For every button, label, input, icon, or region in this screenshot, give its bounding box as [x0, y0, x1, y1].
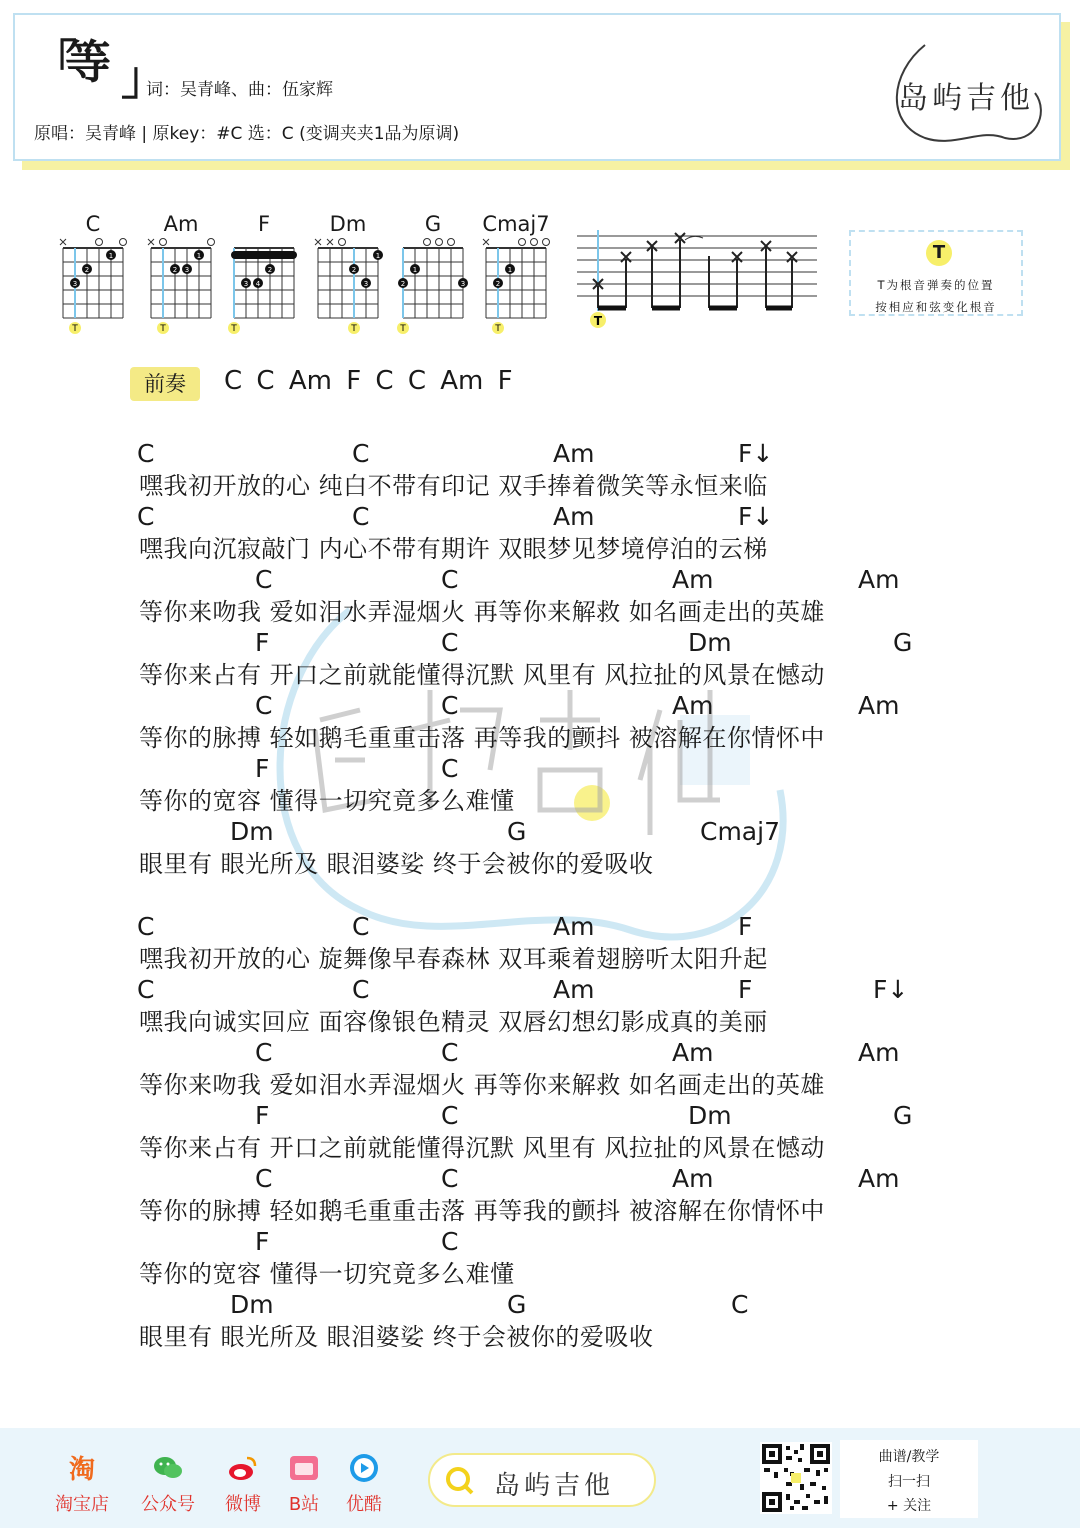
- chord-fretboard: [313, 236, 383, 334]
- chord-label: C: [731, 1290, 749, 1319]
- lyric-line: 等你来吻我 爱如泪水弄湿烟火 再等你来解救 如名画走出的英雄: [139, 598, 825, 626]
- chord-label: Am: [553, 502, 595, 531]
- chord-label: Dm: [688, 628, 732, 657]
- chord-label: F: [255, 1101, 270, 1130]
- chord-label: C: [137, 975, 155, 1004]
- chord-label: C: [255, 1164, 273, 1193]
- chord-fretboard: [146, 236, 216, 334]
- chord-label: F: [255, 1227, 270, 1256]
- chord-label: Cmaj7: [700, 817, 780, 846]
- strum-pattern-graphic: [577, 226, 817, 336]
- svg-text:4: 4: [255, 280, 261, 288]
- chord-label: C: [255, 565, 273, 594]
- chord-label: Am: [858, 565, 900, 594]
- svg-text:3: 3: [243, 280, 249, 288]
- chord-diagram-f: [229, 212, 299, 334]
- title-bracket-open: 「: [31, 35, 77, 89]
- chord-label: Am: [553, 975, 595, 1004]
- chord-label: C: [441, 628, 459, 657]
- chord-label: Am: [672, 1038, 714, 1067]
- chord-diagram-name: Cmaj7: [482, 212, 550, 236]
- chord-label: F: [738, 912, 753, 941]
- chord-diagram-cmaj7: [481, 212, 551, 334]
- chord-fretboard: [398, 236, 468, 334]
- svg-text:3: 3: [460, 280, 466, 288]
- lyric-line: 等你的脉搏 轻如鹅毛重重击落 再等我的颤抖 被溶解在你情怀中: [139, 1197, 825, 1225]
- chord-label: Am: [672, 691, 714, 720]
- lyric-line: 嘿我向诚实回应 面容像银色精灵 双唇幻想幻影成真的美丽: [139, 1008, 768, 1036]
- strum-root-label: T: [593, 314, 603, 328]
- chord-label: F: [738, 975, 753, 1004]
- social-wechat[interactable]: [136, 1452, 200, 1516]
- chord-label: C: [441, 754, 459, 783]
- social-youku[interactable]: [332, 1452, 396, 1516]
- chord-label: C: [255, 691, 273, 720]
- chord-diagram-g: [398, 212, 468, 334]
- social-label: B站: [288, 1494, 320, 1515]
- svg-text:2: 2: [495, 280, 501, 288]
- chord-label: F: [255, 628, 270, 657]
- chord-label: C: [441, 1101, 459, 1130]
- lyric-line: 等你来吻我 爱如泪水弄湿烟火 再等你来解救 如名画走出的英雄: [139, 1071, 825, 1099]
- chord-fretboard: [229, 236, 299, 334]
- weibo-icon: [227, 1452, 259, 1484]
- lyric-line: 嘿我向沉寂敲门 内心不带有期许 双眼梦见梦境停泊的云梯: [139, 535, 768, 563]
- qr-caption: [840, 1440, 978, 1518]
- search-icon: [444, 1465, 476, 1497]
- svg-text:2: 2: [351, 266, 357, 274]
- chord-diagram-name: G: [424, 212, 442, 236]
- chord-label: F↓: [738, 439, 774, 468]
- chord-label: Am: [553, 912, 595, 941]
- chord-label: F↓: [873, 975, 909, 1004]
- chord-diagram-dm: [313, 212, 383, 334]
- chord-label: F: [255, 754, 270, 783]
- chord-label: F↓: [738, 502, 774, 531]
- chord-label: Am: [553, 439, 595, 468]
- social-taobao[interactable]: [50, 1452, 114, 1516]
- social-bilibili[interactable]: [272, 1452, 336, 1516]
- chord-diagram-name: Dm: [329, 212, 367, 236]
- intro-label: 前奏: [130, 367, 200, 401]
- svg-text:2: 2: [84, 266, 90, 274]
- qr-line-2: 扫一扫: [888, 1474, 930, 1490]
- root-marker-label: T: [351, 324, 357, 334]
- chord-label: C: [352, 975, 370, 1004]
- chord-label: Am: [672, 1164, 714, 1193]
- lyric-line: 等你来占有 开口之前就能懂得沉默 风里有 风拉扯的风景在憾动: [139, 1134, 825, 1162]
- chord-diagram-name: F: [257, 212, 271, 236]
- root-marker-label: T: [231, 324, 237, 334]
- song-meta: 原唱：吴青峰 | 原key：#C 选：C (变调夹夹1品为原调): [34, 124, 460, 144]
- svg-text:淘: 淘: [68, 1455, 96, 1485]
- chord-label: G: [893, 628, 913, 657]
- song-title: 等: [65, 35, 111, 89]
- lyric-line: 等你的脉搏 轻如鹅毛重重击落 再等我的颤抖 被溶解在你情怀中: [139, 724, 825, 752]
- chord-label: C: [255, 1038, 273, 1067]
- chord-label: Am: [858, 691, 900, 720]
- svg-text:1: 1: [507, 266, 513, 274]
- qr-code-icon[interactable]: [760, 1442, 832, 1514]
- search-text: 岛屿吉他: [494, 1471, 615, 1501]
- qr-line-3: + 关注: [886, 1498, 932, 1514]
- header-card: [13, 13, 1061, 161]
- youku-icon: [348, 1452, 380, 1484]
- svg-text:2: 2: [172, 266, 178, 274]
- lyric-line: 等你的宽容 懂得一切究竟多么难懂: [139, 1260, 515, 1288]
- svg-text:1: 1: [108, 252, 114, 260]
- lyric-line: 等你的宽容 懂得一切究竟多么难懂: [139, 787, 515, 815]
- chord-label: C: [137, 502, 155, 531]
- song-credits: 词：吴青峰、曲：伍家辉: [146, 80, 333, 100]
- chord-diagram-name: Am: [163, 212, 199, 236]
- lyric-line: 等你来占有 开口之前就能懂得沉默 风里有 风拉扯的风景在憾动: [139, 661, 825, 689]
- chord-label: C: [441, 691, 459, 720]
- social-label: 微博: [225, 1494, 261, 1515]
- chord-diagram-am: [146, 212, 216, 334]
- chord-label: G: [507, 817, 527, 846]
- chord-label: Dm: [688, 1101, 732, 1130]
- svg-text:3: 3: [184, 266, 190, 274]
- root-legend: [849, 230, 1023, 316]
- svg-text:1: 1: [412, 266, 418, 274]
- chord-label: C: [137, 912, 155, 941]
- logo-text: 岛屿吉他: [898, 81, 1034, 116]
- chord-label: C: [441, 1227, 459, 1256]
- chord-fretboard: [58, 236, 128, 334]
- chord-label: Dm: [230, 1290, 274, 1319]
- chord-label: Dm: [230, 817, 274, 846]
- svg-text:1: 1: [196, 252, 202, 260]
- social-label: 公众号: [141, 1494, 195, 1515]
- legend-line-1: T为根音弹奏的位置: [877, 278, 995, 292]
- svg-text:1: 1: [375, 252, 381, 260]
- chord-label: G: [507, 1290, 527, 1319]
- wechat-icon: [152, 1452, 184, 1484]
- root-marker-label: T: [495, 324, 501, 334]
- chord-diagram-name: C: [85, 212, 101, 236]
- chord-label: C: [352, 912, 370, 941]
- bilibili-icon: [288, 1452, 320, 1484]
- svg-text:3: 3: [363, 280, 369, 288]
- root-marker-label: T: [160, 324, 166, 334]
- chord-label: C: [137, 439, 155, 468]
- svg-text:2: 2: [400, 280, 406, 288]
- logo: [885, 33, 1047, 153]
- title-bracket-close: 」: [121, 51, 167, 105]
- social-label: 优酷: [346, 1494, 382, 1515]
- strum-pattern: [577, 226, 817, 340]
- chord-label: C: [441, 1164, 459, 1193]
- chord-label: C: [352, 502, 370, 531]
- lyric-line: 嘿我初开放的心 旋舞像早春森林 双耳乘着翅膀听太阳升起: [139, 945, 768, 973]
- chord-label: C: [352, 439, 370, 468]
- chord-label: Am: [858, 1038, 900, 1067]
- social-label: 淘宝店: [55, 1494, 109, 1515]
- chord-label: C: [441, 565, 459, 594]
- chord-fretboard: [481, 236, 551, 334]
- footer: [0, 1428, 1080, 1528]
- lyric-line: 眼里有 眼光所及 眼泪婆娑 终于会被你的爱吸收: [139, 1323, 654, 1351]
- lyric-line: 嘿我初开放的心 纯白不带有印记 双手捧着微笑等永恒来临: [139, 472, 768, 500]
- root-marker-label: T: [400, 324, 406, 334]
- search-box[interactable]: [428, 1453, 656, 1507]
- qr-line-1: 曲谱/教学: [878, 1449, 940, 1465]
- legend-badge: T: [926, 240, 952, 266]
- legend-line-2: 按相应和弦变化根音: [875, 300, 997, 314]
- chord-label: Am: [858, 1164, 900, 1193]
- svg-text:2: 2: [267, 266, 273, 274]
- chord-diagram-c: [58, 212, 128, 334]
- root-marker-label: T: [72, 324, 78, 334]
- lyric-line: 眼里有 眼光所及 眼泪婆娑 终于会被你的爱吸收: [139, 850, 654, 878]
- social-weibo[interactable]: [211, 1452, 275, 1516]
- chord-label: G: [893, 1101, 913, 1130]
- svg-text:3: 3: [72, 280, 78, 288]
- chord-label: Am: [672, 565, 714, 594]
- chord-label: C: [441, 1038, 459, 1067]
- intro-chords: C C Am F C C Am F: [224, 366, 513, 396]
- taobao-icon: [66, 1452, 98, 1484]
